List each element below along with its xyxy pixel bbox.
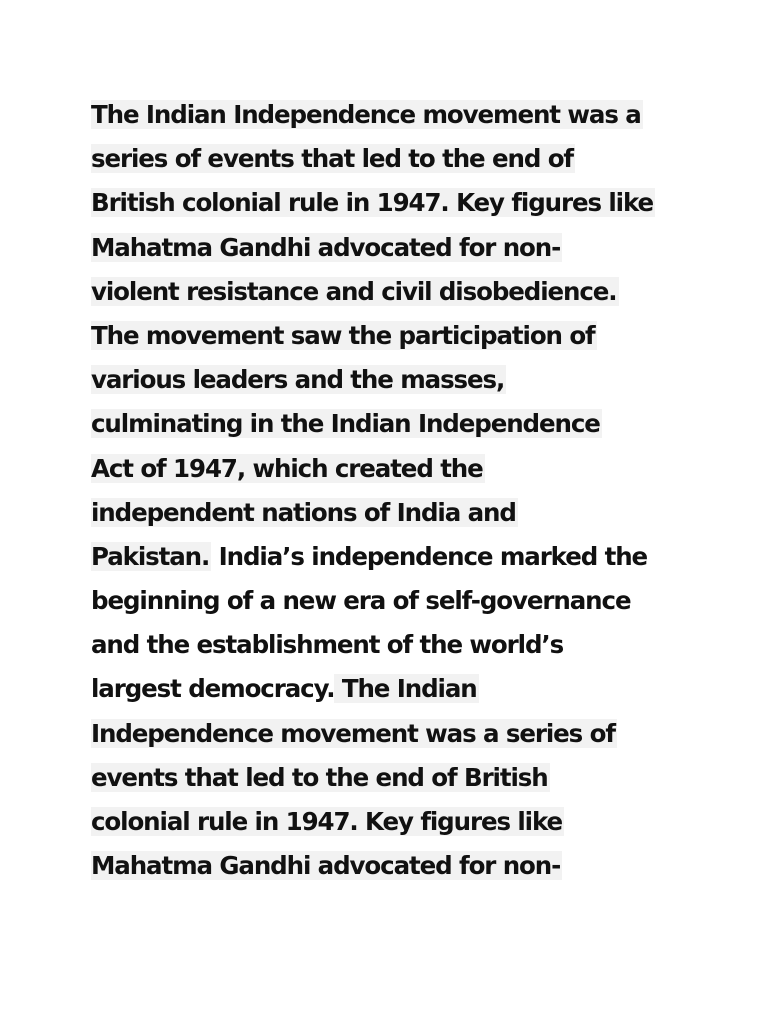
text-line [91, 756, 691, 800]
highlighted-text-segment: Pakistan. [91, 541, 210, 571]
text-line [91, 667, 691, 711]
highlighted-text-segment: Mahatma Gandhi advocated for non- [91, 232, 561, 262]
text-line [91, 623, 691, 667]
highlighted-text-segment: The Indian [334, 674, 477, 704]
text-segment: largest democracy. [91, 674, 335, 704]
text-line [91, 181, 691, 225]
text-segment: and the establishment of the world’s [91, 630, 564, 660]
text-line [91, 314, 691, 358]
text-line [91, 137, 691, 181]
text-line [91, 226, 691, 270]
highlighted-text-segment: Mahatma Gandhi advocated for non- [91, 851, 561, 881]
text-line [91, 579, 691, 623]
highlighted-text-segment: culminating in the Indian Independence [91, 409, 600, 439]
text-line [91, 447, 691, 491]
highlighted-text-segment: The movement saw the participation of [91, 320, 595, 350]
text-line [91, 270, 691, 314]
text-segment: India’s independence marked the [211, 541, 648, 571]
text-line [91, 800, 691, 844]
highlighted-text-segment: Independence movement was a series of [91, 718, 615, 748]
highlighted-text-segment: events that led to the end of British [91, 762, 548, 792]
text-line [91, 535, 691, 579]
body-paragraph [91, 93, 691, 888]
highlighted-text-segment: The Indian Independence movement was a [91, 100, 641, 129]
highlighted-text-segment: British colonial rule in 1947. Key figures like [91, 188, 654, 218]
text-line [91, 402, 691, 446]
text-line [91, 358, 691, 402]
highlighted-text-segment: independent nations of India and [91, 497, 516, 527]
text-line [91, 712, 691, 756]
highlighted-text-segment: Act of 1947, which created the [91, 453, 483, 483]
text-line [91, 844, 691, 888]
highlighted-text-segment: colonial rule in 1947. Key figures like [91, 807, 563, 836]
text-line [91, 491, 691, 535]
highlighted-text-segment: series of events that led to the end of [91, 144, 573, 174]
text-line [91, 93, 691, 137]
highlighted-text-segment: various leaders and the masses, [91, 365, 505, 395]
highlighted-text-segment: violent resistance and civil disobedience. [91, 276, 617, 306]
text-segment: beginning of a new era of self-governance [91, 586, 631, 616]
